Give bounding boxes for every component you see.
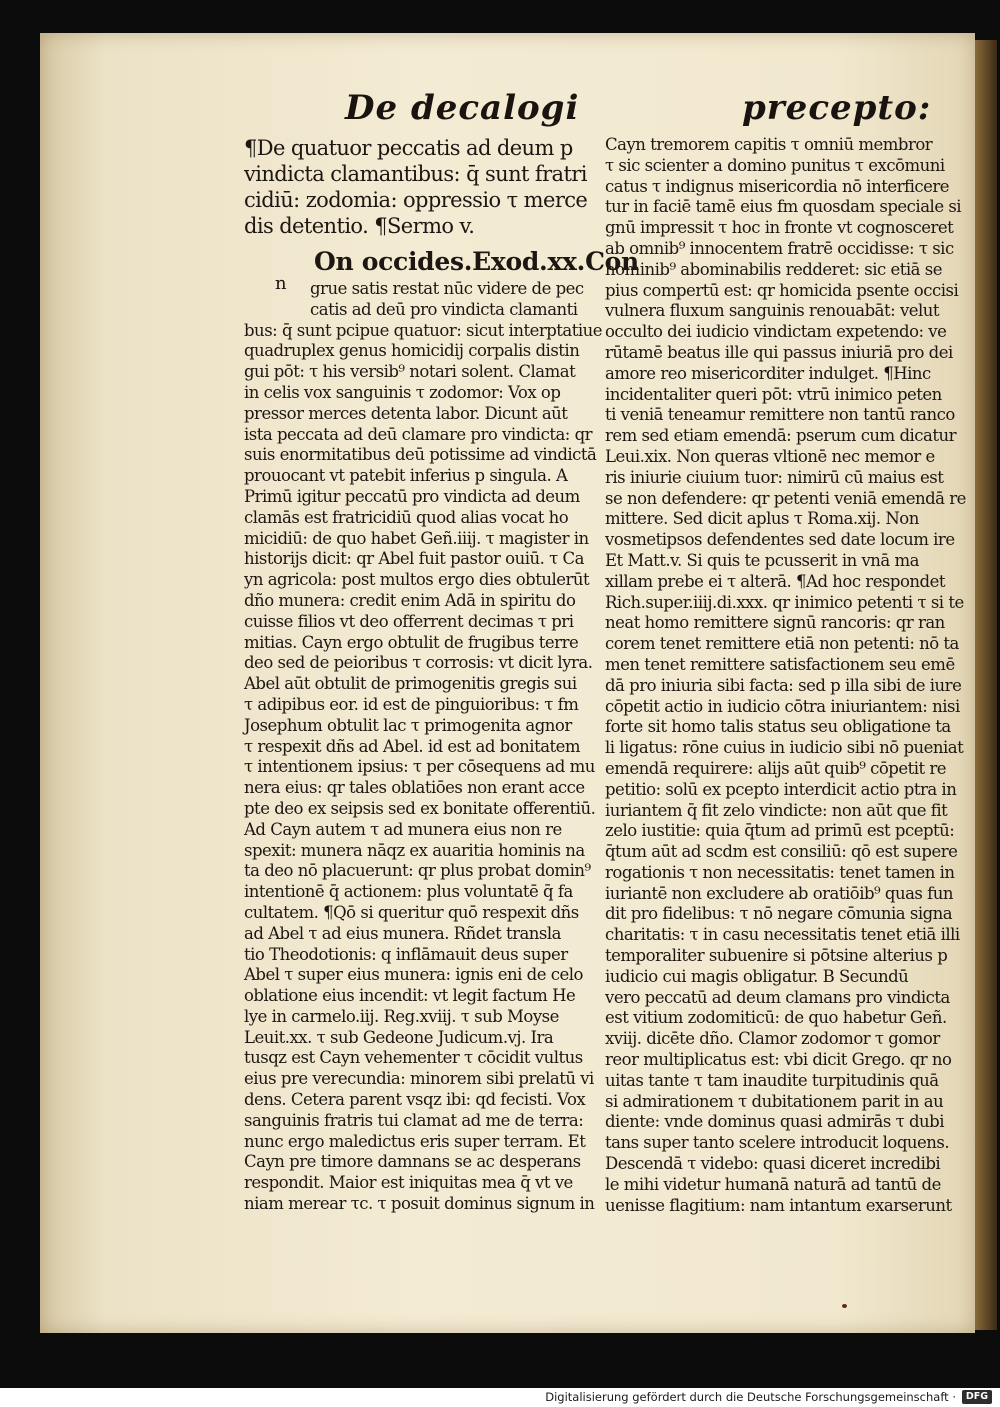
text-line: iuriantem q̄ fit zelo vindicte: non aūt que fit <box>605 800 948 820</box>
text-line: ¶De quatuor peccatis ad deum p <box>244 136 573 160</box>
text-line: historijs dicit: qr Abel fuit pastor ouiū. τ Ca <box>244 549 584 569</box>
text-line: yn agricola: post multos ergo dies obtulerūt <box>244 570 590 590</box>
text-line: τ intentionem ipsius: τ per cōsequens ad mu <box>244 757 595 777</box>
text-line: temporaliter subuenire si pōtsine alterius p <box>605 946 948 966</box>
text-line: rem sed etiam emendā: pserum cum dicatur <box>605 426 957 446</box>
text-line: sanguinis fratris tui clamat ad me de terra: <box>244 1110 584 1130</box>
text-line: oblatione eius incendit: vt legit factum He <box>244 986 576 1006</box>
text-line: xillam prebe ei τ alterā. ¶Ad hoc respondet <box>605 571 946 591</box>
text-line: intentionē q̄ actionem: plus voluntatē q̄ fa <box>244 882 573 902</box>
text-line: amore reo misericorditer indulget. ¶Hinc <box>605 363 931 383</box>
text-line: iudicio cui magis obligatur. B Secundū <box>605 966 909 986</box>
text-line: gnū impressit τ hoc in fronte vt cognosceret <box>605 218 954 238</box>
text-line: clamās est fratricidiū quod alias vocat ho <box>244 507 569 527</box>
text-line: forte sit homo talis status seu obligatione ta <box>605 717 951 737</box>
text-line: se non defendere: qr petenti veniā emendā re <box>605 488 966 508</box>
text-line: pressor merces detenta labor. Dicunt aūt <box>244 403 568 423</box>
footer-credit: Digitalisierung gefördert durch die Deutsche Forschungsgemeinschaft · <box>545 1390 956 1404</box>
left-column <box>244 135 639 1215</box>
text-line: est vitium zodomiticū: de quo habetur Geñ. <box>605 1008 947 1028</box>
text-line: catis ad deū pro vindicta clamanti <box>310 299 578 319</box>
text-line: uitas tante τ tam inaudite turpitudinis quā <box>605 1070 939 1090</box>
text-line: occulto dei iudicio vindictam expetendo: ve <box>605 322 947 342</box>
text-line: tusqz est Cayn vehementer τ cōcidit vultus <box>244 1048 583 1068</box>
text-line: Rich.super.iiij.di.xxx. qr inimico petenti τ si te <box>605 592 964 612</box>
text-line: dis detentio. ¶Sermo v. <box>244 214 475 238</box>
text-line: Abel aūt obtulit de primogenitis gregis sui <box>244 674 577 694</box>
right-text-lines <box>605 135 970 1216</box>
text-line: spexit: munera nāqz ex auaritia hominis na <box>244 840 585 860</box>
left-text-lines <box>244 279 603 1215</box>
text-line: Cayn pre timore damnans se ac desperans <box>244 1152 581 1172</box>
text-line: mittere. Sed dicit aplus τ Roma.xij. Non <box>605 509 919 529</box>
text-line: rogationis τ non necessitatis: tenet tamen in <box>605 862 955 882</box>
text-line: zelo iustitie: quia q̄tum ad primū est pceptū: <box>605 821 955 841</box>
text-line: τ sic scienter a domino punitus τ excōmuni <box>605 155 945 175</box>
text-line: suis enormitatibus deū potissime ad vindictā <box>244 445 597 465</box>
text-line: cidiū: zodomia: oppressio τ merce <box>244 188 588 212</box>
text-line: men tenet remittere satisfactionem seu emē <box>605 654 955 674</box>
text-line: respondit. Maior est iniquitas mea q̄ vt ve <box>244 1173 573 1193</box>
text-line: uenisse flagitium: nam intantum exarserunt <box>605 1195 952 1215</box>
text-line: lye in carmelo.iij. Reg.xviij. τ sub Moyse <box>244 1006 559 1026</box>
text-line: Abel τ super eius munera: ignis eni de celo <box>244 965 583 985</box>
text-line: reor multiplicatus est: vbi dicit Grego. qr no <box>605 1050 952 1070</box>
text-line: eius pre verecundia: minorem sibi prelatū vi <box>244 1069 594 1089</box>
dfg-logo: DFG <box>962 1390 992 1404</box>
text-line: Ad Cayn autem τ ad munera eius non re <box>244 819 562 839</box>
text-line: emendā requirere: alijs aūt quib⁹ cōpetit re <box>605 758 947 778</box>
text-line: Leui.xix. Non queras vltionē nec memor e <box>605 446 935 466</box>
text-line: xviij. dicēte dño. Clamor zodomor τ gomor <box>605 1029 940 1049</box>
text-line: bus: q̄ sunt pcipue quatuor: sicut interptatiue <box>244 320 603 340</box>
text-line: Cayn tremorem capitis τ omniū membror <box>605 135 933 154</box>
footer-bar <box>0 1388 1000 1407</box>
text-line: li ligatus: rōne cuius in iudicio sibi nō pueniat <box>605 738 964 758</box>
text-line: hominib⁹ abominabilis redderet: sic etiā se <box>605 259 942 279</box>
text-line: nunc ergo maledictus eris super terram. Et <box>244 1131 586 1151</box>
text-line: pte deo ex seipsis sed ex bonitate offerentiū. <box>244 798 596 818</box>
text-line: pius compertū est: qr homicida psente occisi <box>605 280 959 300</box>
text-line: Leuit.xx. τ sub Gedeone Judicum.vj. Ira <box>244 1027 554 1047</box>
text-line: τ respexit dñs ad Abel. id est ad bonitatem <box>244 736 581 756</box>
text-line: cōpetit actio in iudicio cōtra iniuriantem: nisi <box>605 696 960 716</box>
right-column <box>605 135 970 1216</box>
text-line: charitatis: τ in casu necessitatis tenet etiā illi <box>605 925 960 945</box>
initial-letter-guide: n <box>275 273 287 294</box>
text-line: tur in faciē tamē eius fm quosdam speciale si <box>605 197 962 217</box>
text-line: nera eius: qr tales oblatiōes non erant acce <box>244 778 585 798</box>
text-line: ris iniurie ciuium tuor: nimirū cū maius est <box>605 467 944 487</box>
ink-speck <box>842 1304 847 1308</box>
text-line: dens. Cetera parent vsqz ibi: qd fecisti. Vox <box>244 1090 586 1110</box>
text-line: si admirationem τ dubitationem parit in au <box>605 1091 944 1111</box>
text-line: corem tenet remittere etiā non petenti: nō ta <box>605 634 959 654</box>
text-line: vindicta clamantibus: q̄ sunt fratri <box>244 162 587 186</box>
running-head-right: precepto: <box>742 88 932 128</box>
text-line: le mihi videtur humanā naturā ad tantū de <box>605 1174 941 1194</box>
text-line: Descendā τ videbo: quasi diceret incredibi <box>605 1154 941 1174</box>
text-line: vosmetipsos defendentes sed date locum ire <box>605 530 955 550</box>
text-line: τ adipibus eor. id est de pinguioribus: τ fm <box>244 694 579 714</box>
text-line: diente: vnde dominus quasi admirās τ dubi <box>605 1112 945 1132</box>
text-line: Josephum obtulit lac τ primogenita agnor <box>244 715 572 735</box>
text-line: tans super tanto scelere introducit loquens. <box>605 1133 950 1153</box>
text-line: ti veniā teneamur remittere non tantū ranco <box>605 405 955 425</box>
text-line: Primū igitur peccatū pro vindicta ad deum <box>244 486 580 506</box>
text-line: cuisse filios vt deo offerrent decimas τ pri <box>244 611 574 631</box>
text-line: petitio: solū ex pcepto interdicit actio ptra in <box>605 779 957 799</box>
text-line: dit pro fidelibus: τ nō negare cōmunia signa <box>605 904 953 924</box>
text-line: ab omnib⁹ innocentem fratrē occidisse: τ sic <box>605 238 954 258</box>
text-line: deo sed de peioribus τ corrosis: vt dicit lyra. <box>244 653 593 673</box>
text-line: rūtamē beatus ille qui passus iniuriā pro dei <box>605 342 953 362</box>
text-line: cultatem. ¶Qō si queritur quō respexit dñs <box>244 902 579 922</box>
text-line: niam merear τc. τ posuit dominus signum in <box>244 1194 595 1214</box>
text-line: q̄tum aūt ad scdm est consiliū: qō est supere <box>605 842 958 862</box>
text-line: ista peccata ad deū clamare pro vindicta: qr <box>244 424 593 444</box>
text-line: Et Matt.v. Si quis te pcusserit in vnā ma <box>605 550 919 570</box>
sermon-title <box>244 135 600 239</box>
text-line: quadruplex genus homicidij corpalis distin <box>244 341 580 361</box>
text-line: micidiū: de quo habet Geñ.iiij. τ magister in <box>244 528 589 548</box>
text-line: mitias. Cayn ergo obtulit de frugibus terre <box>244 632 579 652</box>
text-line: dño munera: credit enim Adā in spiritu do <box>244 590 576 610</box>
page-edge <box>975 40 997 1330</box>
text-line: tio Theodotionis: q inflāmauit deus super <box>244 944 568 964</box>
text-line: grue satis restat nūc videre de pec <box>310 279 584 298</box>
text-line: vero peccatū ad deum clamans pro vindicta <box>605 987 950 1007</box>
text-line: catus τ indignus misericordia nō interficere <box>605 176 950 196</box>
text-line: incidentaliter queri pōt: vtrū inimico peten <box>605 384 942 404</box>
text-line: gui pōt: τ his versib⁹ notari solent. Clamat <box>244 362 576 382</box>
text-line: ad Abel τ ad eius munera. Rñdet transla <box>244 923 562 943</box>
text-line: prouocant vt patebit inferius p singula. A <box>244 466 568 486</box>
text-line: in celis vox sanguinis τ zodomor: Vox op <box>244 382 561 402</box>
text-line: iuriantē non excludere ab oratiōib⁹ quas fun <box>605 883 953 903</box>
running-head-left: De decalogi <box>345 88 580 128</box>
text-line: dā pro iniuria sibi facta: sed p illa sibi de iure <box>605 675 962 695</box>
text-line: vulnera fluxum sanguinis renouabāt: velut <box>605 301 940 321</box>
text-line: neat homo remittere signū rancoris: qr ran <box>605 613 945 633</box>
text-line: ta deo nō placuerunt: qr plus probat domin⁹ <box>244 861 591 881</box>
incipit-line: On occides.Exod.xx.Con <box>314 247 639 276</box>
